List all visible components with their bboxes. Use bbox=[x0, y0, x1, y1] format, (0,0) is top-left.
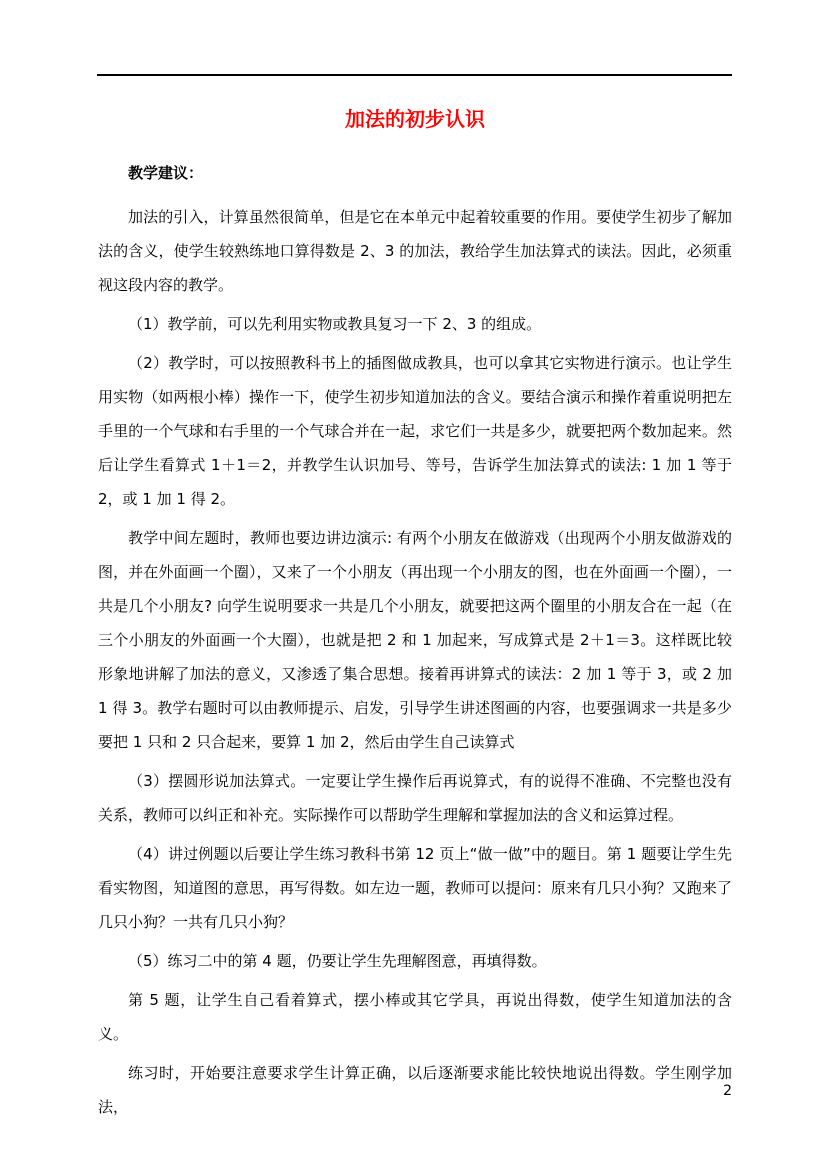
paragraph-intro: 加法的引入，计算虽然很简单，但是它在本单元中起着较重要的作用。要使学生初步了解加法的含义，使学生较熟练地口算得数是 2、3 的加法，教给学生加法算式的读法。因此，必须重视这段内容的教学。 bbox=[98, 208, 732, 294]
document-content bbox=[98, 106, 732, 1129]
paragraph-middle-left-topic: 教学中间左题时，教师也要边讲边演示: 有两个小朋友在做游戏（出现两个小朋友做游戏的图，并在外面画一个圈），又来了一个小朋友（再出现一个小朋友的图，也在外面画一个圈），一共是几个小朋友? 向学生说明要求一共是几个小朋友，就要把这两个圈里的小朋友合在一起（在三个小朋友的外面画一个大圈），也就是把 2 和 1 加起来，写成算式是 2＋1＝3。这样既比较形象地讲解了加法的意义，又渗透了集合思想。接着再讲算式的读法：2 加 1 等于 3，或 2 加 1 得 3。教学右题时可以由教师提示、启发，引导学生讲述图画的内容，也要强调求一共是多少要把 1 只和 2 只合起来，要算 1 加 2，然后由学生自己读算式 bbox=[98, 529, 732, 751]
paragraph-item-3: （3）摆圆形说加法算式。一定要让学生操作后再说算式，有的说得不准确、不完整也没有关系，教师可以纠正和补充。实际操作可以帮助学生理解和掌握加法的含义和运算过程。 bbox=[98, 772, 732, 824]
page-title: 加法的初步认识 bbox=[345, 107, 485, 131]
paragraph-question-5: 第 5 题，让学生自己看着算式，摆小棒或其它学具，再说出得数，使学生知道加法的含义。 bbox=[98, 991, 732, 1043]
page-number: 2 bbox=[723, 1083, 732, 1099]
paragraph-item-5: （5）练习二中的第 4 题，仍要让学生先理解图意，再填得数。 bbox=[128, 952, 547, 970]
paragraph-item-4: （4）讲过例题以后要让学生练习教科书第 12 页上“做一做”中的题目。第 1 题要让学生先看实物图，知道图的意思，再写得数。如左边一题，教师可以提问：原来有几只小狗？又跑来了几只小狗？一共有几只小狗？ bbox=[98, 845, 732, 931]
header-rule bbox=[97, 74, 732, 76]
section-heading: 教学建议： bbox=[128, 164, 204, 182]
paragraph-item-2: （2）教学时，可以按照教科书上的插图做成教具，也可以拿其它实物进行演示。也让学生用实物（如两根小棒）操作一下，使学生初步知道加法的含义。要结合演示和操作着重说明把左手里的一个气球和右手里的一个气球合并在一起，求它们一共是多少，就要把两个数加起来。然后让学生看算式 1＋1＝2，并教学生认识加号、等号，告诉学生加法算式的读法: 1 加 1 等于 2，或 1 加 1 得 2。 bbox=[98, 354, 732, 508]
paragraph-practice-note: 练习时，开始要注意要求学生计算正确，以后逐渐要求能比较快地说出得数。学生刚学加法， bbox=[98, 1064, 732, 1116]
paragraph-item-1: （1）教学前，可以先利用实物或教具复习一下 2、3 的组成。 bbox=[128, 315, 542, 333]
